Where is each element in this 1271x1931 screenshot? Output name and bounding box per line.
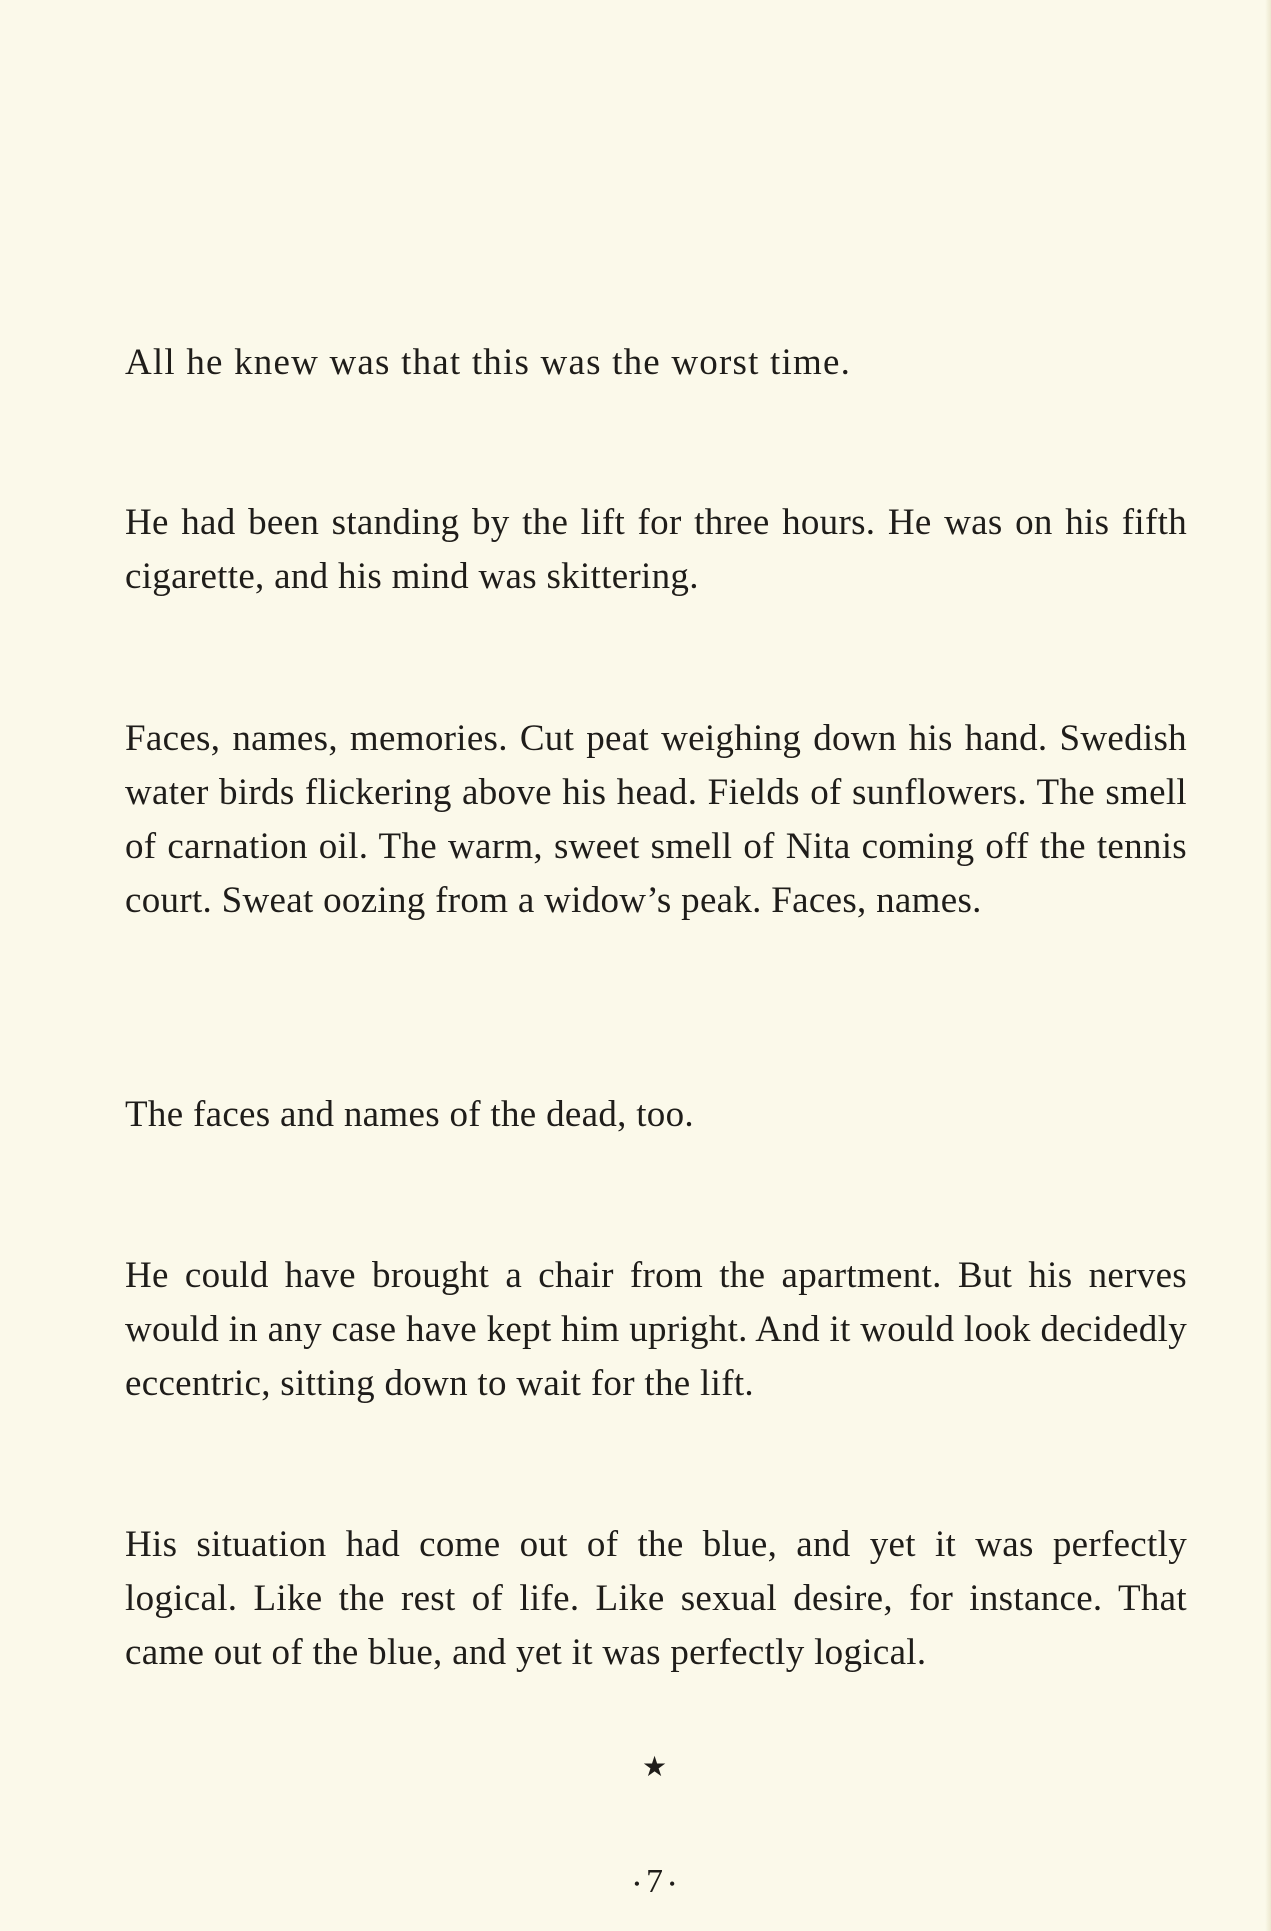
paragraph-4: The faces and names of the dead, too. xyxy=(125,1094,694,1135)
paragraph-3: Faces, names, memories. Cut peat weighing down his hand. Swedish water birds flickering above his head. Fields of sunflowers. The smell of carnation oil. The warm, sweet smell of Nita coming off the tennis court. Sweat oozing from a widow’s peak. Faces, names. xyxy=(125,718,1187,921)
page-number xyxy=(0,1860,1271,1906)
page-number-value: 7 xyxy=(646,1863,663,1900)
paragraph-6: His situation had come out of the blue, and yet it was perfectly logical. Like the rest of life. Like sexual desire, for instance. That came out of the blue, and yet it was perfectly logical. xyxy=(125,1524,1187,1673)
paragraph-5: He could have brought a chair from the apartment. But his nerves would in any case have kept him upright. And it would look decidedly eccentric, sitting down to wait for the lift. xyxy=(125,1255,1187,1404)
page-edge-shadow xyxy=(1265,0,1271,1931)
paragraph-1: All he knew was that this was the worst time. xyxy=(125,342,852,383)
page-number-ornament-right: • xyxy=(669,1874,676,1895)
page-number-ornament-left: • xyxy=(633,1874,640,1895)
section-break-star-icon: ★ xyxy=(641,1752,668,1783)
paragraph-2: He had been standing by the lift for three hours. He was on his fifth cigarette, and his mind was skittering. xyxy=(125,502,1187,597)
